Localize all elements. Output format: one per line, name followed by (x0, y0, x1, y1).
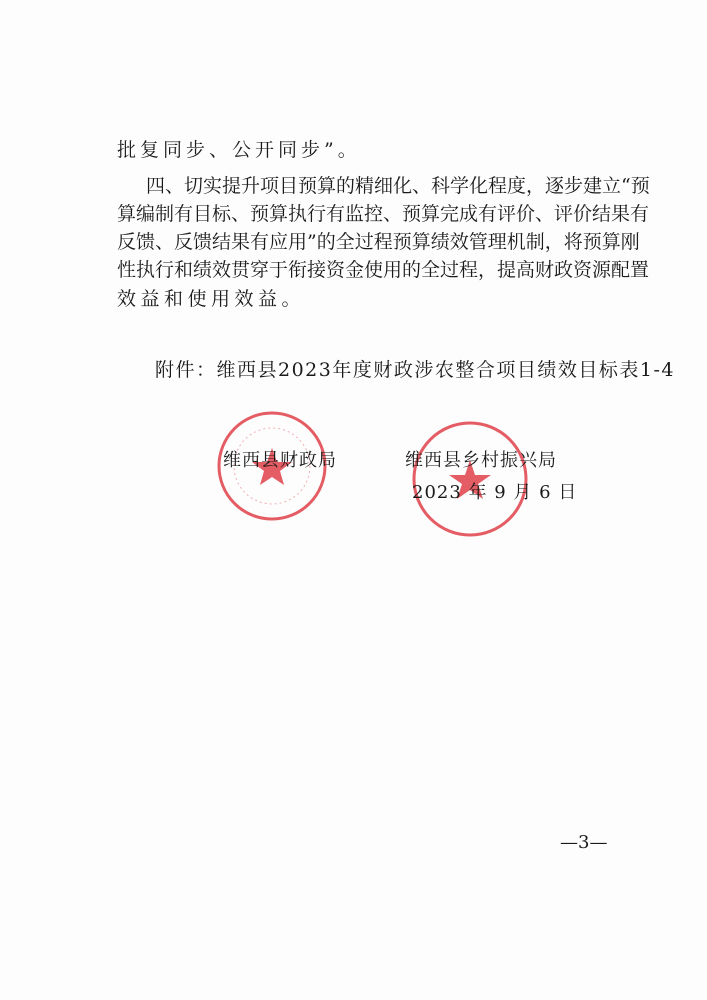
finance-bureau-signature: 维西县财政局 (223, 450, 337, 471)
body-line: 性执行和绩效贯穿于衔接资金使用的全过程，提高财政资源配置 (117, 259, 650, 281)
body-line: 效益和使用效益。 (117, 288, 306, 310)
document-date: 2023 年 9 月 6 日 (412, 482, 578, 503)
rural-bureau-signature: 维西县乡村振兴局 (405, 450, 557, 471)
body-line: 反馈、反馈结果有应用”的全过程预算绩效管理机制，将预算刚 (117, 231, 640, 253)
body-line: 四、切实提升项目预算的精细化、科学化程度，逐步建立“预 (146, 175, 650, 197)
body-line: 算编制有目标、预算执行有监控、预算完成有评价、评价结果有 (117, 203, 650, 225)
attachment-note: 附件：维西县2023年度财政涉农整合项目绩效目标表1-4 (155, 359, 675, 381)
body-line: 批复同步、公开同步”。 (117, 139, 361, 161)
page-number: —3— (560, 832, 608, 853)
